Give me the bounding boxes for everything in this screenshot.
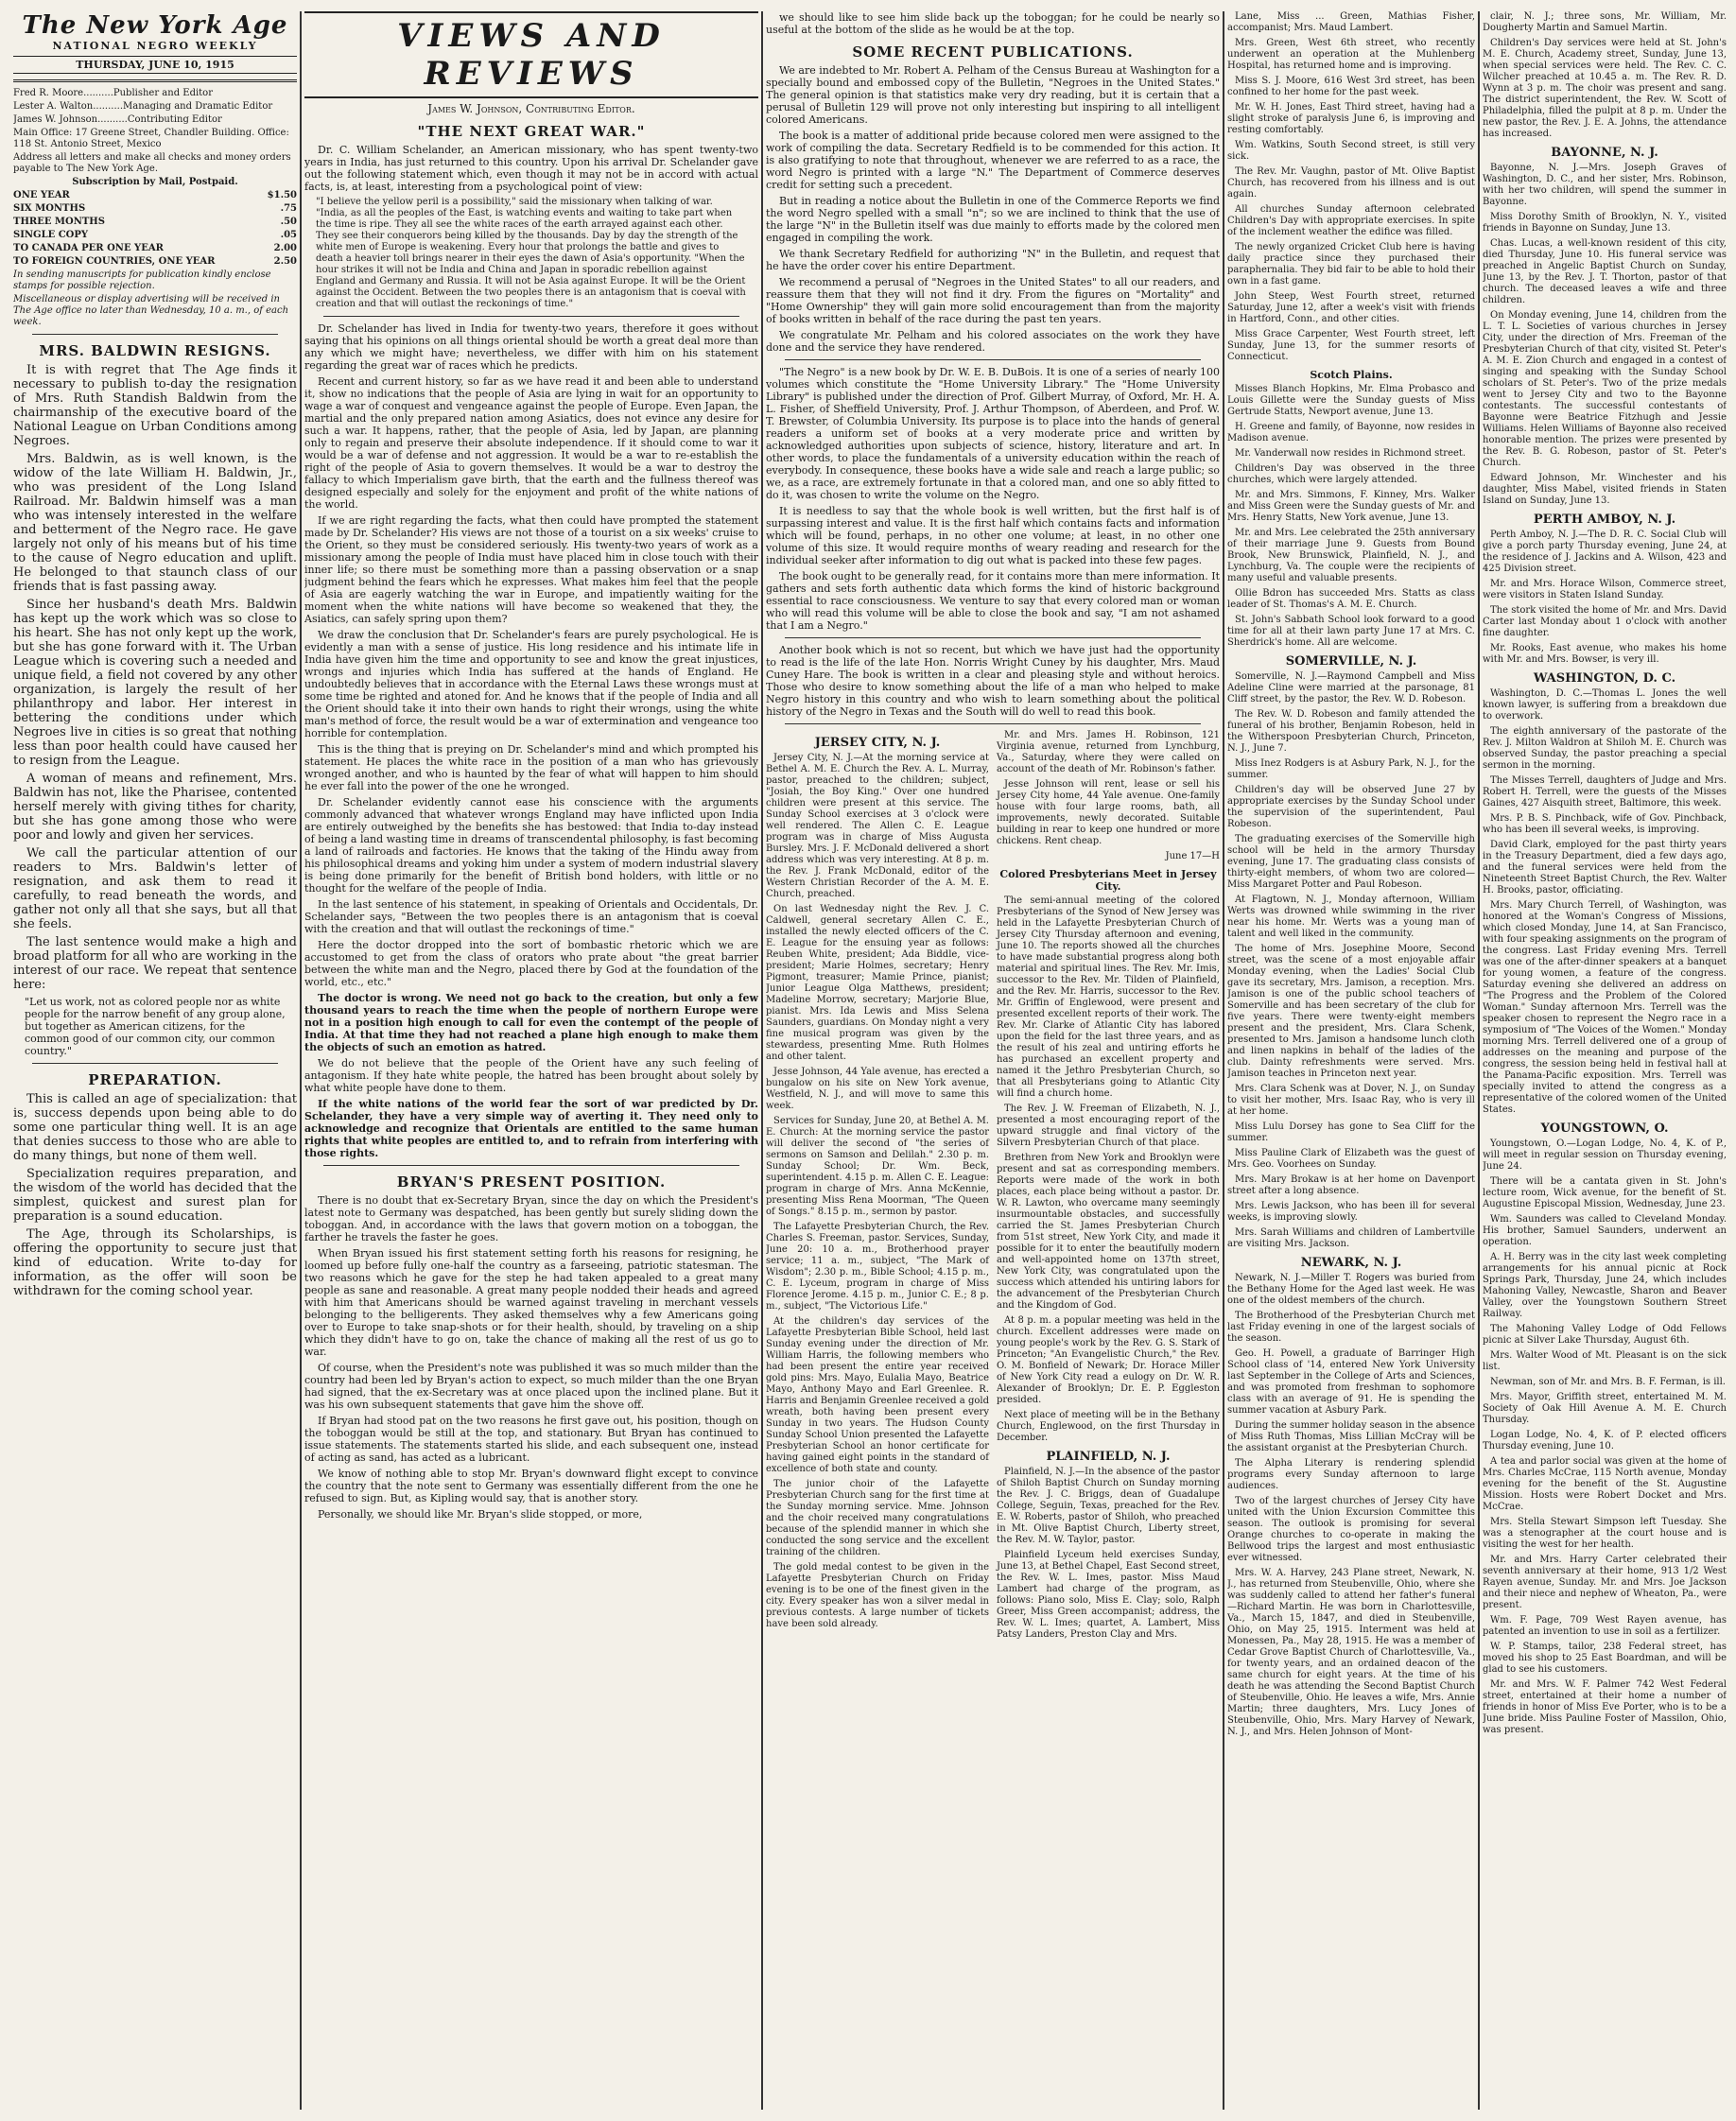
paragraph: It is with regret that The Age finds it necessary to publish to-day the resignation of Mrs. Ruth Standish Baldwin from the chairmanship of the executive board of the National League on Urban Conditions among Negroes. bbox=[13, 363, 297, 448]
paragraph: We know of nothing able to stop Mr. Bryan's downward flight except to convince the country that the note sent to Germany was essentially different from the one he refused to sign. But, as Kipling would say, that is another story. bbox=[304, 1468, 758, 1504]
paragraph: We do not believe that the people of the Orient have any such feeling of antagonism. If they hate white people, the hatred has been brought about solely by what white people have done to them. bbox=[304, 1057, 758, 1094]
masthead-date: THURSDAY, JUNE 10, 1915 bbox=[13, 56, 297, 74]
news-item: Plainfield, N. J.—In the absence of the pastor of Shiloh Baptist Church on Sunday morning the Rev. J. C. Briggs, dean of Guadalupe College, Seguin, Texas, preached for the Rev. E. W. Roberts, pastor of Shiloh, who preached in Mt. Olive Baptist Church, Liberty street, the Rev. M. W. Taylor, pastor. bbox=[997, 1467, 1220, 1545]
news-item: Mrs. Green, West 6th street, who recently underwent an operation at the Muhlenberg Hospital, has returned home and is improving. bbox=[1227, 38, 1475, 71]
paragraph: The doctor is wrong. We need not go back to the creation, but only a few thousand years to reach the time when the people of northern Europe were not in a position high enough to call for even the contempt of the people of India. At that time they had not reached a plane high enough to make them the objects of such an emotion as hatred. bbox=[304, 992, 758, 1053]
paragraph: The book ought to be generally read, for it contains more than mere information. It gathers and sets forth authentic data which forms the kind of historic background essential to race consciousness. We venture to say that every colored man or woman who will read this volume will be able to close the book and say, "I am not ashamed that I am a Negro." bbox=[766, 570, 1220, 632]
news-item: The Brotherhood of the Presbyterian Church met last Friday evening in one of the largest socials of the season. bbox=[1227, 1311, 1475, 1344]
paragraph: Dr. Schelander evidently cannot ease his conscience with the arguments commonly advanced that whatever wrongs England may have inflicted upon India are entirely outweighed by the benefits she has bestowed: that India to-day instead of being a land wasting time in dreams of transcendental philosophy, is fast becoming a land of railroads and factories. He knows that the taking of the Hindu away from his philosophical dreams and yoking him under a system of modern industrial slavery is being done primarily for the benefit of British bond holders, with little or no thought for the welfare of the people of India. bbox=[304, 796, 758, 895]
news-item: Mrs. Mary Brokaw is at her home on Davenport street after a long absence. bbox=[1227, 1174, 1475, 1196]
paragraph: We thank Secretary Redfield for authorizing "N" in the Bulletin, and request that he have the order cover his entire Department. bbox=[766, 248, 1220, 272]
news-item: Children's Day services were held at St. John's M. E. Church, Academy street, Sunday, June 13, when special services were held. The Rev. C. C. Wilcher preached at 10.45 a. m. The Rev. R. D. Wynn at 3 p. m. The choir was present and sang. The district superintendent, the Rev. W. Scott of Philadelphia, filled the pulpit at 8 p. m. Under the new pastor, the Rev. J. E. A. Johns, the attendance has increased. bbox=[1483, 38, 1727, 139]
column-1 bbox=[13, 11, 297, 2110]
divider bbox=[785, 723, 1201, 724]
news-item: Children's day will be observed June 27 by appropriate exercises by the Sunday School under the supervision of the superintendent, Paul Robeson. bbox=[1227, 785, 1475, 829]
news-item: On Monday evening, June 14, children from the L. T. L. Societies of various churches in Jersey City, under the direction of Mrs. Freeman of the Presbyterian Church of that city, visited St. Peter's A. M. E. Zion Church and engaged in a contest of singing and speaking with the Sunday School scholars of St. Peter's. Two of the prize medals went to Jersey City and two to the Bayonne contestants. The successful contestants of Bayonne were Beatrice Fitzhugh and Jessie Williams. Helen Williams of Bayonne also received honorable mention. The prizes were presented by the Rev. B. G. Robeson, pastor of St. Peter's Church. bbox=[1483, 310, 1727, 468]
paragraph: We recommend a perusal of "Negroes in the United States" to all our readers, and reassure them that they will not find it dry. From the figures on "Mortality" and "Home Ownership" they will gain more solid encouragement than from the majority of books written in behalf of the race during the past ten years. bbox=[766, 276, 1220, 325]
news-item: Somerville, N. J.—Raymond Campbell and Miss Adeline Cline were married at the parsonage, 81 Cliff street, by the pastor, the Rev. W. D. Robeson. bbox=[1227, 671, 1475, 704]
news-item: Miss Inez Rodgers is at Asbury Park, N. J., for the summer. bbox=[1227, 758, 1475, 780]
paragraph: If the white nations of the world fear the sort of war predicted by Dr. Schelander, they have a very simple way of averting it. They need only to acknowledge and recognize that Orientals are entitled to the same human rights that white peoples are entitled to, and to refrain from interfering with those rights. bbox=[304, 1098, 758, 1159]
news-item: At Flagtown, N. J., Monday afternoon, William Werts was drowned while swimming in the river near his home. Mr. Werts was a young man of talent and well liked in the community. bbox=[1227, 895, 1475, 939]
news-item: Mr. Vanderwall now resides in Richmond street. bbox=[1235, 448, 1467, 459]
news-subcolumn-left bbox=[766, 730, 989, 1644]
news-item: Logan Lodge, No. 4, K. of P. elected officers Thursday evening, June 10. bbox=[1483, 1430, 1727, 1452]
news-item: David Clark, employed for the past thirty years in the Treasury Department, died a few days ago, and the funeral services were held from the Nineteenth Street Baptist Church, the Rev. Walter H. Brooks, pastor, officiating. bbox=[1483, 840, 1727, 895]
paragraph: Specialization requires preparation, and the wisdom of the world has decided that the simplest, quickest and surest plan for preparation is a sound education. bbox=[13, 1167, 297, 1224]
paragraph: The book is a matter of additional pride because colored men were assigned to the work of compiling the data. Secretary Redfield is to be commended for this action. It is also gratifying to note that throughout, whenever we are referred to as a race, the word Negro is printed with a large "N." The Department of Commerce deserves credit for setting such a precedent. bbox=[766, 130, 1220, 191]
news-item: Mrs. Clara Schenk was at Dover, N. J., on Sunday to visit her mother, Mrs. Isaac Ray, who is very ill at her home. bbox=[1227, 1084, 1475, 1117]
news-item: Two of the largest churches of Jersey City have united with the Union Excursion Committee this season. The outlook is promising for several Orange churches to co-operate in making the Bellwood trips the largest and most enthusiastic ever witnessed. bbox=[1227, 1496, 1475, 1563]
rate-price: 2.00 bbox=[273, 243, 297, 253]
news-item: Mrs. Walter Wood of Mt. Pleasant is on the sick list. bbox=[1483, 1350, 1727, 1372]
paragraph: Here the doctor dropped into the sort of bombastic rhetoric which we are accustomed to get from the class of orators who prate about "the great barrier between the white man and the Negro, placed there by God at the foundation of the world, etc., etc." bbox=[304, 939, 758, 988]
divider bbox=[323, 316, 739, 317]
news-item: Washington, D. C.—Thomas L. Jones the well known lawyer, is suffering from a breakdown due to overwork. bbox=[1483, 688, 1727, 721]
news-item: Edward Johnson, Mr. Winchester and his daughter, Miss Mabel, visited friends in Staten Island on Sunday, June 13. bbox=[1483, 473, 1727, 506]
news-item: Chas. Lucas, a well-known resident of this city, died Thursday, June 10. His funeral service was preached in Angelic Baptist Church on Sunday, June 13, by the Rev. J. T. Thorton, pastor of that church. The deceased leaves a wife and three children. bbox=[1483, 238, 1727, 305]
news-item: The Rev. W. D. Robeson and family attended the funeral of his brother, Benjamin Robeson, held in the Witherspoon Presbyterian Church, Princeton, N. J., June 7. bbox=[1227, 709, 1475, 754]
divider bbox=[32, 334, 278, 335]
city-heading: YOUNGSTOWN, O. bbox=[1540, 1121, 1669, 1136]
column-rule bbox=[1223, 11, 1224, 2110]
news-item: Jesse Johnson, 44 Yale avenue, has erected a bungalow on his site on New York avenue, Westfield, N. J., and will move to same this week. bbox=[766, 1067, 989, 1111]
news-item: The stork visited the home of Mr. and Mrs. David Carter last Monday about 1 o'clock with another fine daughter. bbox=[1483, 605, 1727, 638]
paragraph: Recent and current history, so far as we have read it and been able to understand it, show no indications that the people of Asia are lying in wait for an opportunity to wage a war of conquest and vengeance against the people of Europe. Even Japan, the martial and the only prepared nation among Asiatics, does not evince any desire for such a war. It happens, rather, that the people of Asia, led by Japan, are planning only to regain and preserve their absolute independence. If it should come to war it would be a war of defense and not aggression. It would be a war to re-establish the right of the people of Asia to govern themselves. It would be a war to destroy the fallacy to which Imperialism gave birth, that the earth and the fullness thereof was designed especially and solely for the enjoyment and profit of the white nations of the world. bbox=[304, 375, 758, 511]
news-item: Mr. and Mrs. W. F. Palmer 742 West Federal street, entertained at their home a number of friends in honor of Miss Eve Porter, who is to be a June bride. Miss Pauline Foster of Massilon, Ohio, was present. bbox=[1483, 1679, 1727, 1735]
paragraph: The Age, through its Scholarships, is offering the opportunity to secure just that kind of education. Write to-day for information, as the offer will soon be withdrawn for the coming school year. bbox=[13, 1227, 297, 1298]
news-item: W. P. Stamps, tailor, 238 Federal street, has moved his shop to 25 East Boardman, and will be glad to see his customers. bbox=[1483, 1642, 1727, 1675]
paragraph: We draw the conclusion that Dr. Schelander's fears are purely psychological. He is evidently a man with a sense of justice. His long residence and his intimate life in India have given him the time and opportunity to see and know the great injustices, wrongs and injuries which India has suffered at the hands of England. He undoubtedly believes that in accordance with the Eternal Laws these wrongs must at some time be righted and atoned for. And he knows that if the people of India and all the Orient should take it into their own hands to right their wrongs, using the white man's method of force, the result would be a war of extermination and vengeance too horrible for contemplation. bbox=[304, 629, 758, 739]
rate-price: .75 bbox=[280, 203, 297, 214]
offices: Main Office: 17 Greene Street, Chandler Building. Office: 118 St. Antonio Street, Mexico bbox=[13, 128, 289, 149]
paragraph: If we are right regarding the facts, what then could have prompted the statement made by Dr. Schelander? His views are not those of a tourist on a six weeks' cruise to the Orient, so they must be considered seriously. His twenty-two years of work as a missionary among the people of India must have placed him in close touch with their inner life; so there must be something more than a passing observation or a snap judgment behind the fears which he expresses. What makes him feel that the people of Asia are eagerly watching the war in Europe, and impatiently waiting for the moment when the white nations will have become so weakened that they, the Asiatics, can safely spring upon them? bbox=[304, 514, 758, 625]
news-item: Miss S. J. Moore, 616 West 3rd street, has been confined to her home for the past week. bbox=[1227, 76, 1475, 97]
city-heading: BAYONNE, N. J. bbox=[1551, 146, 1658, 160]
news-item: Miss Pauline Clark of Elizabeth was the guest of Mrs. Geo. Voorhees on Sunday. bbox=[1227, 1148, 1475, 1170]
news-item: During the summer holiday season in the absence of Miss Ruth Thomas, Miss Lillian McCray will be the assistant organist at the Presbyterian Church. bbox=[1227, 1420, 1475, 1453]
news-item: St. John's Sabbath School look forward to a good time for all at their lawn party June 17 at Mrs. C. Sherdrick's home. All are welcome. bbox=[1227, 615, 1475, 648]
column-rule bbox=[300, 11, 302, 2110]
rate-label: THREE MONTHS bbox=[13, 217, 105, 227]
rate-row bbox=[13, 190, 297, 201]
news-item: Jersey City, N. J.—At the morning service at Bethel A. M. E. Church the Rev. A. L. Murray, pastor, preached to the children; subject, "Josiah, the Boy King." Over one hundred children were present at this service. The Sunday School exercises at 3 o'clock were well rendered. The Allen C. E. League program was in charge of Miss Augusta Bursley. Mrs. J. F. McDonald delivered a short address which was very interesting. At 8 p. m. the Rev. J. Frank McDonald, editor of the Western Christian Recorder of the A. M. E. Church, preached. bbox=[766, 753, 989, 899]
news-item: Ollie Bdron has succeeded Mrs. Statts as class leader of St. Thomas's A. M. E. Church. bbox=[1227, 588, 1475, 610]
city-heading: NEWARK, N. J. bbox=[1300, 1256, 1402, 1270]
column-3 bbox=[766, 11, 1220, 2110]
article-heading: SOME RECENT PUBLICATIONS. bbox=[852, 43, 1134, 61]
article-heading: "THE NEXT GREAT WAR." bbox=[417, 123, 646, 140]
news-item: Mr. and Mrs. Lee celebrated the 25th anniversary of their marriage June 9. Guests from Bound Brook, New Brunswick, Plainfield, N. J., and Lynchburg, Va. The couple were the recipients of many useful and valuable presents. bbox=[1227, 528, 1475, 583]
news-item: Services for Sunday, June 20, at Bethel A. M. E. Church: At the morning service the pastor will deliver the second of "the series of sermons on Samson and Delilah." 2.30 p. m. Sunday School; Dr. Wm. Beck, superintendent. 4.15 p. m. Allen C. E. League: program in charge of Mrs. Anna McKennie, presenting Miss Rena Moorman, "The Queen of Songs." 8.15 p. m., sermon by pastor. bbox=[766, 1116, 989, 1217]
paragraph: But in reading a notice about the Bulletin in one of the Commerce Reports we find the word Negro spelled with a small "n"; so we are inclined to think that the use of the large "N" in the Bulletin itself was due mainly to efforts made by the colored men engaged in compiling the work. bbox=[766, 195, 1220, 244]
news-item: The graduating exercises of the Somerville high school will be held in the armory Thursday evening, June 17. The graduating class consists of thirty-eight members, of whom two are colored—Miss Margaret Potter and Paul Robeson. bbox=[1227, 834, 1475, 890]
news-item: Mrs. Mayor, Griffith street, entertained M. M. Society of Oak Hill Avenue A. M. E. Church Thursday. bbox=[1483, 1392, 1727, 1425]
paragraph: We congratulate Mr. Pelham and his colored associates on the work they have done and the service they have rendered. bbox=[766, 329, 1220, 354]
news-item: Newark, N. J.—Miller T. Rogers was buried from the Bethany Home for the Aged last week. He was one of the oldest members of the church. bbox=[1227, 1273, 1475, 1306]
news-item: The Mahoning Valley Lodge of Odd Fellows picnic at Silver Lake Thursday, August 6th. bbox=[1483, 1324, 1727, 1346]
news-item: Mr. and Mrs. Horace Wilson, Commerce street, were visitors in Staten Island Sunday. bbox=[1483, 579, 1727, 600]
article-heading: BRYAN'S PRESENT POSITION. bbox=[396, 1174, 667, 1191]
city-heading: WASHINGTON, D. C. bbox=[1533, 671, 1676, 686]
column-rule bbox=[761, 11, 763, 2110]
news-item: A tea and parlor social was given at the home of Mrs. Charles McCrae, 115 North avenue, Monday evening for the benefit of the St. Augustine Mission. Hosts were Robert Docket and Mrs. McCrae. bbox=[1483, 1456, 1727, 1512]
news-item: There will be a cantata given in St. John's lecture room, Wick avenue, for the benefit of St. Augustine Episcopal Mission, Wednesday, June 23. bbox=[1483, 1176, 1727, 1209]
news-item: Mrs. Sarah Williams and children of Lambertville are visiting Mrs. Jackson. bbox=[1227, 1227, 1475, 1249]
city-heading: PERTH AMBOY, N. J. bbox=[1533, 513, 1676, 527]
column-rule bbox=[1478, 11, 1480, 2110]
divider bbox=[785, 637, 1201, 638]
paragraph: We call the particular attention of our readers to Mrs. Baldwin's letter of resignation, and ask them to read it carefully, to read beneath the words, and gather not only all that she says, but all that she feels. bbox=[13, 846, 297, 931]
rate-label: SIX MONTHS bbox=[13, 203, 86, 214]
subscription-heading: Subscription by Mail, Postpaid. bbox=[72, 177, 238, 187]
rate-row bbox=[13, 217, 297, 228]
news-item: Lane, Miss ... Green, Mathias Fisher, accompanist; Mrs. Maud Lambert. bbox=[1227, 11, 1475, 33]
news-item: Perth Amboy, N. J.—The D. R. C. Social Club will give a porch party Thursday evening, June 24, at the residence of J. Jackins and A. Wilson, 423 and 425 Division street. bbox=[1483, 530, 1727, 574]
news-item: clair, N. J.; three sons, Mr. William, Mr. Dougherty Martin and Samuel Martin. bbox=[1483, 11, 1727, 33]
news-item: John Steep, West Fourth street, returned Saturday, June 12, after a week's visit with friends in Hartford, Conn., and other cities. bbox=[1227, 291, 1475, 324]
news-item: Bayonne, N. J.—Mrs. Joseph Graves of Washington, D. C., and her sister, Mrs. Robinson, with her two children, will spend the summer in Bayonne. bbox=[1483, 163, 1727, 207]
editor-line: James W. Johnson, Contributing Editor. bbox=[427, 102, 635, 115]
news-item: Children's Day was observed in the three churches, which were largely attended. bbox=[1227, 463, 1475, 485]
staff-line: Fred R. Moore..........Publisher and Editor bbox=[13, 88, 213, 98]
rate-row bbox=[13, 243, 297, 254]
paragraph: "The Negro" is a new book by Dr. W. E. B. DuBois. It is one of a series of nearly 100 volumes which constitute the "Home University Library." The "Home University Library" is published under the direction of Prof. Gilbert Murray, of Oxford, Mr. H. A. L. Fisher, of Sheffield University, Prof. J. Arthur Thompson, of Aberdeen, and Prof. W. T. Brewster, of Columbia University. Its purpose is to place into the hands of general readers a uniform set of books at a very moderate price and written by acknowledged authorities upon subjects of science, history, literature and art. In other words, to place the fundamentals of a university education within the reach of everybody. In consequence, these books have a wide sale and reach a large public; so we, as a race, are extremely fortunate in that a colored man, and one so ably fitted to do it, was chosen to write the volume on the Negro. bbox=[766, 366, 1220, 501]
divider bbox=[785, 359, 1201, 360]
news-item: H. Greene and family, of Bayonne, now resides in Madison avenue. bbox=[1227, 422, 1475, 443]
paragraph: A woman of means and refinement, Mrs. Baldwin has not, like the Pharisee, contented herself merely with giving tithes for charity, but she has gone among those who were poor and lowly and given her services. bbox=[13, 772, 297, 843]
news-subcolumn-right bbox=[997, 730, 1220, 1644]
paragraph: In the last sentence of his statement, in speaking of Orientals and Occidentals, Dr. Schelander says, "Between the two peoples there is an antagonism that is coeval with the creation and that will outlast the reckonings of time." bbox=[304, 898, 758, 935]
rate-price: 2.50 bbox=[273, 256, 297, 267]
rate-label: TO CANADA PER ONE YEAR bbox=[13, 243, 164, 253]
city-heading: SOMERVILLE, N. J. bbox=[1285, 654, 1417, 669]
paragraph: The last sentence would make a high and broad platform for all who are working in the interest of our race. We repeat that sentence here: bbox=[13, 935, 297, 992]
divider bbox=[323, 1165, 739, 1166]
city-heading: JERSEY CITY, N. J. bbox=[814, 736, 941, 750]
news-subcolumns bbox=[766, 730, 1220, 1644]
news-item: Mr. and Mrs. Simmons, F. Kinney, Mrs. Walker and Miss Green were the Sunday guests of Mr. and Mrs. Henry Statts, New York avenue, June 13. bbox=[1227, 490, 1475, 523]
news-item: Misses Blanch Hopkins, Mr. Elma Probasco and Louis Gillette were the Sunday guests of Miss Gertrude Statts, Newport avenue, June 13. bbox=[1227, 384, 1475, 417]
news-item: Mr. and Mrs. James H. Robinson, 121 Virginia avenue, returned from Lynchburg, Va., Saturday, where they were called on account of the death of Mr. Robinson's father. bbox=[997, 730, 1220, 774]
masthead-tagline: NATIONAL NEGRO WEEKLY bbox=[52, 40, 258, 52]
paragraph: we should like to see him slide back up the toboggan; for he could be nearly so useful at the bottom of the slide as he would be at the top. bbox=[766, 11, 1220, 36]
rate-label: TO FOREIGN COUNTRIES, ONE YEAR bbox=[13, 256, 216, 267]
news-item: Plainfield Lyceum held exercises Sunday, June 13, at Bethel Chapel, East Second street, the Rev. W. L. Imes, pastor. Miss Maud Lambert had charge of the program, as follows: Piano solo, Miss E. Clay; solo, Ralph Greer, Miss Green accompanist; address, the Rev. W. L. Imes; quartet, A. Lambert, Miss Patsy Landers, Preston Clay and Mrs. bbox=[997, 1550, 1220, 1640]
rate-price: .50 bbox=[280, 217, 297, 227]
news-item: The gold medal contest to be given in the Lafayette Presbyterian Church on Friday evening is to be one of the finest given in the city. Every speaker has won a silver medal in previous contests. A large number of tickets have been sold already. bbox=[766, 1562, 989, 1629]
column-5 bbox=[1483, 11, 1727, 2110]
notice: In sending manuscripts for publication kindly enclose stamps for possible rejection. bbox=[13, 269, 271, 291]
news-item: Newman, son of Mr. and Mrs. B. F. Ferman, is ill. bbox=[1490, 1377, 1726, 1387]
quote: "I believe the yellow peril is a possibility," said the missionary when talking of war. "India, as all the peoples of the East, is watching events and waiting to take part when the time is ripe. They all see the white races of the earth arrayed against each other. They see their conquerors being killed by the thousands. Day by day the strength of the white men of Europe is weakening. Every hour that prolongs the battle and gives to death a heavier toll brings nearer in their eyes the dawn of Asia's opportunity. "When the hour strikes it will not be India and China and Japan in sporadic rebellion against England and Germany and Russia. It will not be Asia against Europe. It will be the Orient against the Occident. Between the two peoples there is an antagonism that is coeval with creation and that will outlast the reckonings of time." bbox=[316, 197, 746, 309]
news-item: Brethren from New York and Brooklyn were present and sat as corresponding members. Reports were made of the work in both places, each place being without a pastor. Dr. W. R. Lawton, who overcame many seemingly insurmountable obstacles, and successfully carried the St. James Presbyterian Church from 51st street, New York City, and made it possible for it to enter the beautifully modern and well-appointed home on 137th street, New York City, was congratulated upon the success which attended his untiring labors for the advancement of the Presbyterian Church and the Kingdom of God. bbox=[997, 1153, 1220, 1311]
paragraph: Since her husband's death Mrs. Baldwin has kept up the work which was so close to his heart. She has not only kept up the work, but she has gone forward with it. The Urban League which is covering such a needed and unique field, a field not covered by any other organization, is largely the result of her philanthropy and labor. Her interest in bettering the conditions under which Negroes live in cities is so great that nothing less than poor health could have caused her to resign from the League. bbox=[13, 598, 297, 768]
news-item: Mrs. W. A. Harvey, 243 Plane street, Newark, N. J., has returned from Steubenville, Ohio, where she was suddenly called to attend her father's funeral—Richard Martin. He was born in Charlottesville, Va., March 15, 1847, and died in Steubenville, Ohio, on May 25, 1915. Interment was held at Monessen, Pa., May 28, 1915. He was a member of Cedar Grove Baptist Church of Charlottesville, Va., for twenty years, and an ordained deacon of the same church for eight years. At the time of his death he was attending the Second Baptist Church of Steubenville, Ohio. He leaves a wife, Mrs. Annie Martin; three daughters, Mrs. Lucy Jones of Steubenville, Ohio, Mrs. Mary Harvey of Newark, N. J., and Mrs. Helen Johnson of Mont- bbox=[1227, 1568, 1475, 1737]
masthead bbox=[13, 11, 297, 82]
paragraph: If Bryan had stood pat on the two reasons he first gave out, his position, though on the toboggan would be still at the top, and stationary. But Bryan has continued to issue statements. The statements started his slide, and each subsequent one, instead of acting as sand, has acted as a lubricant. bbox=[304, 1415, 758, 1464]
news-item: Youngstown, O.—Logan Lodge, No. 4, K. of P., will meet in regular session on Thursday evening, June 24. bbox=[1483, 1139, 1727, 1172]
staff-line: James W. Johnson..........Contributing Editor bbox=[13, 114, 222, 125]
column-2 bbox=[304, 11, 758, 2110]
masthead-info bbox=[13, 88, 297, 328]
news-item: The home of Mrs. Josephine Moore, Second street, was the scene of a most enjoyable affair Monday evening, when the Ladies' Social Club gave its secretary, Mrs. Jamison, a reception. Mrs. Jamison is one of the public school teachers of Somerville and has been secretary of the club for five years. There were twenty-eight members present and the president, Mrs. Clara Schenk, presented to Mrs. Jamison a handsome lunch cloth and linen napkins in behalf of the ladies of the club. Dainty refreshments were served. Mrs. Jamison teaches in Princeton next year. bbox=[1227, 944, 1475, 1079]
rate-row bbox=[13, 256, 297, 268]
rate-label: SINGLE COPY bbox=[13, 230, 89, 240]
news-item: Mrs. Mary Church Terrell, of Washington, was honored at the Woman's Congress of Missions, which closed Monday, June 14, at San Francisco, with four speaking assignments on the program of the congress. Last Friday evening Mrs. Terrell was one of the after-dinner speakers at a banquet for young women, a feature of the congress. Saturday evening she delivered an address on "The Progress and the Problem of the Colored Woman." Sunday afternoon Mrs. Terrell was the speaker chosen to represent the Negro race in a symposium of "The Voices of the Women." Monday morning Mrs. Terrell delivered one of a group of addresses on the meaning and purpose of the congress, the session being held in festival hall at the Panama-Pacific exposition. Mrs. Terrell was specially invited to attend the congress as a representative of the colored women of the United States. bbox=[1483, 900, 1727, 1115]
article-heading: PREPARATION. bbox=[88, 1071, 222, 1088]
news-item: Wm. Saunders was called to Cleveland Monday. His brother, Samuel Saunders, underwent an operation. bbox=[1483, 1214, 1727, 1247]
news-item: All churches Sunday afternoon celebrated Children's Day with appropriate exercises. In spite of the inclement weather the edifice was filled. bbox=[1227, 204, 1475, 237]
rate-price: .05 bbox=[280, 230, 297, 240]
news-item: The semi-annual meeting of the colored Presbyterians of the Synod of New Jersey was held in the Lafayette Presbyterian Church of Jersey City Thursday afternoon and evening, June 10. The reports showed all the churches to have made substantial progress along both material and spiritual lines. The Rev. Mr. Imis, successor to the Rev. Mr. Tilden of Plainfield, and the Rev. Mr. Harris, successor to the Rev. Mr. Griffin of Englewood, were present and presented excellent reports of their work. The Rev. Mr. Clarke of Atlantic City has labored upon the field for the last three years, and as the result of his zeal and untiring efforts he has purchased an excellent property and named it the Jethro Presbyterian Church, so that all Presbyterians going to Atlantic City will find a church home. bbox=[997, 895, 1220, 1099]
sub-heading: Colored Presbyterians Meet in Jersey City. bbox=[999, 868, 1217, 893]
paragraph: Personally, we should like Mr. Bryan's slide stopped, or more, bbox=[318, 1508, 643, 1521]
rate-row bbox=[13, 203, 297, 215]
paragraph: Mrs. Baldwin, as is well known, is the widow of the late William H. Baldwin, Jr., who was president of the Long Island Railroad. Mr. Baldwin himself was a man who was intensely interested in the welfare and betterment of the Negro race. He gave largely not only of his means but of his time to the cause of Negro education and uplift. He belonged to that staunch class of our friends that is fast passing away. bbox=[13, 452, 297, 594]
sub-heading: Scotch Plains. bbox=[1310, 369, 1393, 381]
news-item: Wm. Watkins, South Second street, is still very sick. bbox=[1227, 140, 1475, 162]
news-item: Mr. Rooks, East avenue, who makes his home with Mr. and Mrs. Bowser, is very ill. bbox=[1483, 643, 1727, 665]
news-item: At the children's day services of the Lafayette Presbyterian Bible School, held last Sunday evening under the direction of Mr. William Harris, the following members who had been present the entire year received gold pins: Mrs. Mayo, Eulalia Mayo, Beatrice Mayo, Anthony Mayo and Earl Greenlee. R. Harris and Benjamin Greenlee received a gold wreath, both having been present every Sunday in two years. The Hudson County Sunday School Union presented the Lafayette Presbyterian School an honor certificate for having gained eight points in the standard of excellence of both state and county. bbox=[766, 1316, 989, 1474]
news-item: The Alpha Literary is rendering splendid programs every Sunday afternoon to large audiences. bbox=[1227, 1458, 1475, 1491]
news-item: The junior choir of the Lafayette Presbyterian Church sang for the first time at the Sunday morning service. Mme. Johnson and the choir received many congratulations because of the splendid manner in which she conducted the song service and the excellent training of the children. bbox=[766, 1479, 989, 1557]
paragraph: Dr. C. William Schelander, an American missionary, who has spent twenty-two years in India, has just returned to this country. Upon his arrival Dr. Schelander gave out the following statement which, even though it may not be in accord with actual facts, is, at least, interesting from a psychological point of view: bbox=[304, 144, 758, 193]
city-heading: PLAINFIELD, N. J. bbox=[1046, 1450, 1171, 1464]
news-item: Mrs. P. B. S. Pinchback, wife of Gov. Pinchback, who has been ill several weeks, is improving. bbox=[1483, 813, 1727, 835]
news-item: The Misses Terrell, daughters of Judge and Mrs. Robert H. Terrell, were the guests of the Misses Gaines, 427 Aisquith street, Baltimore, this week. bbox=[1483, 775, 1727, 808]
paragraph: There is no doubt that ex-Secretary Bryan, since the day on which the President's latest note to Germany was despatched, has been gently but surely sliding down the toboggan. And, in accordance with the laws that govern motion on a toboggan, the farther he travels the faster he goes. bbox=[304, 1194, 758, 1243]
news-date: June 17—H bbox=[1165, 851, 1220, 861]
news-item: The Rev. Mr. Vaughn, pastor of Mt. Olive Baptist Church, has recovered from his illness and is out again. bbox=[1227, 166, 1475, 200]
news-item: Mr. and Mrs. Harry Carter celebrated their seventh anniversary at their home, 913 1/2 West Rayen avenue, Sunday. Mr. and Mrs. Joe Jackson and their niece and nephew of Wheaton, Pa., were present. bbox=[1483, 1555, 1727, 1610]
news-item: The eighth anniversary of the pastorate of the Rev. J. Milton Waldron at Shiloh M. E. Church was observed Sunday, the pastor preaching a special sermon in the morning. bbox=[1483, 726, 1727, 771]
masthead-name: The New York Age bbox=[22, 11, 288, 40]
paragraph: It is needless to say that the whole book is well written, but the first half is of surpassing interest and value. It is the first half which contains facts and information which will be found, perhaps, in no other one volume; at least, in no other one volume of this size. It would require months of weary reading and research for the individual seeker after information to dig out what is packed into these few pages. bbox=[766, 505, 1220, 566]
news-item: The newly organized Cricket Club here is having daily practice since they purchased their paraphernalia. They bid fair to be able to hold their own in a fast game. bbox=[1227, 242, 1475, 287]
news-item: The Rev. J. W. Freeman of Elizabeth, N. J., presented a most encouraging report of the upward struggle and final victory of the Silvern Presbyterian Church of that place. bbox=[997, 1104, 1220, 1148]
paragraph: Another book which is not so recent, but which we have just had the opportunity to read is the life of the late Hon. Norris Wright Cuney by his daughter, Mrs. Maud Cuney Hare. The book is written in a clear and pleasing style and without heroics. Those who desire to know something about the life of a man who helped to make Negro history in this country and who wish to learn something about the political history of the Negro in Texas and the South will do well to read this book. bbox=[766, 644, 1220, 718]
rate-price: $1.50 bbox=[267, 190, 297, 200]
paragraph: Of course, when the President's note was published it was so much milder than the country had been led by Bryan's action to expect, so much milder than the one Bryan had signed, that the ex-Secretary was at once placed upon the inclined plane. But it was his own subsequent statements that gave him the shove off. bbox=[304, 1362, 758, 1411]
news-item: Miss Lulu Dorsey has gone to Sea Cliff for the summer. bbox=[1227, 1121, 1475, 1143]
address-note: Address all letters and make all checks and money orders payable to The New York Age. bbox=[13, 152, 291, 174]
news-item: Geo. H. Powell, a graduate of Barringer High School class of '14, entered New York University last September in the College of Arts and Sciences, and was promoted from freshman to sophomore class with an average of 91. He is spending the summer vacation at Asbury Park. bbox=[1227, 1348, 1475, 1416]
news-item: Mrs. Lewis Jackson, who has been ill for several weeks, is improving slowly. bbox=[1227, 1201, 1475, 1223]
quote: "Let us work, not as colored people nor as white people for the narrow benefit of any group alone, but together as American citizens, for the common good of our common city, our common country." bbox=[25, 996, 286, 1057]
news-item: At 8 p. m. a popular meeting was held in the church. Excellent addresses were made on young people's work by the Rev. G. S. Stark of Princeton; "An Evangelistic Church," the Rev. O. M. Bonfield of Newark; Dr. Horace Miller of New York City read a eulogy on Dr. W. R. Alexander of Brooklyn; Dr. E. P. Eggleston presided. bbox=[997, 1315, 1220, 1405]
news-item: On last Wednesday night the Rev. J. C. Caldwell, general secretary Allen C. E., installed the newly elected officers of the C. E. League for the ensuing year as follows: Reuben White, president; Ada Biddle, vice-president; Marie Holmes, secretary; Henry Pigmont, treasurer; Mamie Prince, pianist; Junior League Olga Matthews, president; Madeline Morrow, secretary; Marjorie Blue, pianist. Mrs. Ida Lewis and Miss Selena Saunders, guardians. On Monday night a very fine musical program was given by the stewardess, presenting Mme. Ruth Holmes and other talent. bbox=[766, 904, 989, 1062]
section-title: VIEWS AND REVIEWS bbox=[304, 11, 758, 98]
news-item: Jesse Johnson will rent, lease or sell his Jersey City home, 44 Yale avenue. One-family house with four large rooms, bath, all improvements, newly decorated. Suitable building in rear to keep one hundred or more chickens. Rent cheap. bbox=[997, 779, 1220, 846]
staff-line: Lester A. Walton..........Managing and Dramatic Editor bbox=[13, 101, 273, 112]
news-item: Wm. F. Page, 709 West Rayen avenue, has patented an invention to use in soil as a fertilizer. bbox=[1483, 1615, 1727, 1637]
paragraph: Dr. Schelander has lived in India for twenty-two years, therefore it goes without saying that his opinions on all things oriental should be worth a great deal more than any which we might have; nevertheless, we differ with him on his statement regarding the great war of races which he predicts. bbox=[304, 322, 758, 372]
news-item: Mr. W. H. Jones, East Third street, having had a slight stroke of paralysis June 6, is improving and resting comfortably. bbox=[1227, 102, 1475, 135]
news-item: The Lafayette Presbyterian Church, the Rev. Charles S. Freeman, pastor. Services, Sunday, June 20: 10 a. m., Brotherhood prayer service; 11 a. m., subject, "The Mark of Wisdom"; 2.30 p. m., Bible School; 4.15 p. m., C. E. Lyceum, program in charge of Miss Florence Jerome. 4.15 p. m., Junior C. E.; 8 p. m., subject, "The Victorious Life." bbox=[766, 1222, 989, 1312]
news-item: Miss Grace Carpenter, West Fourth street, left Sunday, June 13, for the summer resorts of Connecticut. bbox=[1227, 329, 1475, 362]
paragraph: This is called an age of specialization: that is, success depends upon being able to do some one particular thing well. It is an age that denies success to those who are able to do many things, but none of them well. bbox=[13, 1092, 297, 1163]
news-item: Mrs. Stella Stewart Simpson left Tuesday. She was a stenographer at the court house and is visiting the west for her health. bbox=[1483, 1517, 1727, 1550]
news-item: Next place of meeting will be in the Bethany Church, Englewood, on the first Thursday in December. bbox=[997, 1410, 1220, 1443]
notice: Miscellaneous or display advertising will be received in The Age office no later than Wednesday, 10 a. m., of each week. bbox=[13, 294, 289, 327]
column-4 bbox=[1227, 11, 1475, 2110]
rate-row bbox=[13, 230, 297, 241]
paragraph: This is the thing that is preying on Dr. Schelander's mind and which prompted his statement. He places the white race in the position of a man who has grievously wronged another, and who is haunted by the fear of what will happen to him should he ever fall into the power of the one he wronged. bbox=[304, 743, 758, 792]
news-item: A. H. Berry was in the city last week completing arrangements for his annual picnic at Rock Springs Park, Thursday, June 24, which includes Mahoning Valley, Newcastle, Sharon and Beaver Valley, over the Youngstown Southern Street Railway. bbox=[1483, 1252, 1727, 1319]
paragraph: When Bryan issued his first statement setting forth his reasons for resigning, he loomed up before fully one-half the country as a farseeing, patriotic statesman. The two reasons which he gave for the step he had taken appealed to a great many people as sane and reasonable. A great many people nodded their heads and agreed with him that Americans should be warned against traveling in merchant vessels belonging to the belligerents. They asked themselves why a few Americans going over to Europe to take snap-shots or for their health, should, by traveling on a ship which they didn't have to go on, take the chance of making all the rest of us go to war. bbox=[304, 1247, 758, 1358]
rate-label: ONE YEAR bbox=[13, 190, 70, 200]
article-heading: MRS. BALDWIN RESIGNS. bbox=[39, 342, 271, 359]
news-item: Miss Dorothy Smith of Brooklyn, N. Y., visited friends in Bayonne on Sunday, June 13. bbox=[1483, 212, 1727, 234]
divider bbox=[32, 1063, 278, 1064]
paragraph: We are indebted to Mr. Robert A. Pelham of the Census Bureau at Washington for a specially bound and embossed copy of the Bulletin, "Negroes in the United States." The general opinion is that statistics make very dry reading, but it is certain that a perusal of Bulletin 129 will prove not only interesting but inspiring to all intelligent colored Americans. bbox=[766, 64, 1220, 126]
